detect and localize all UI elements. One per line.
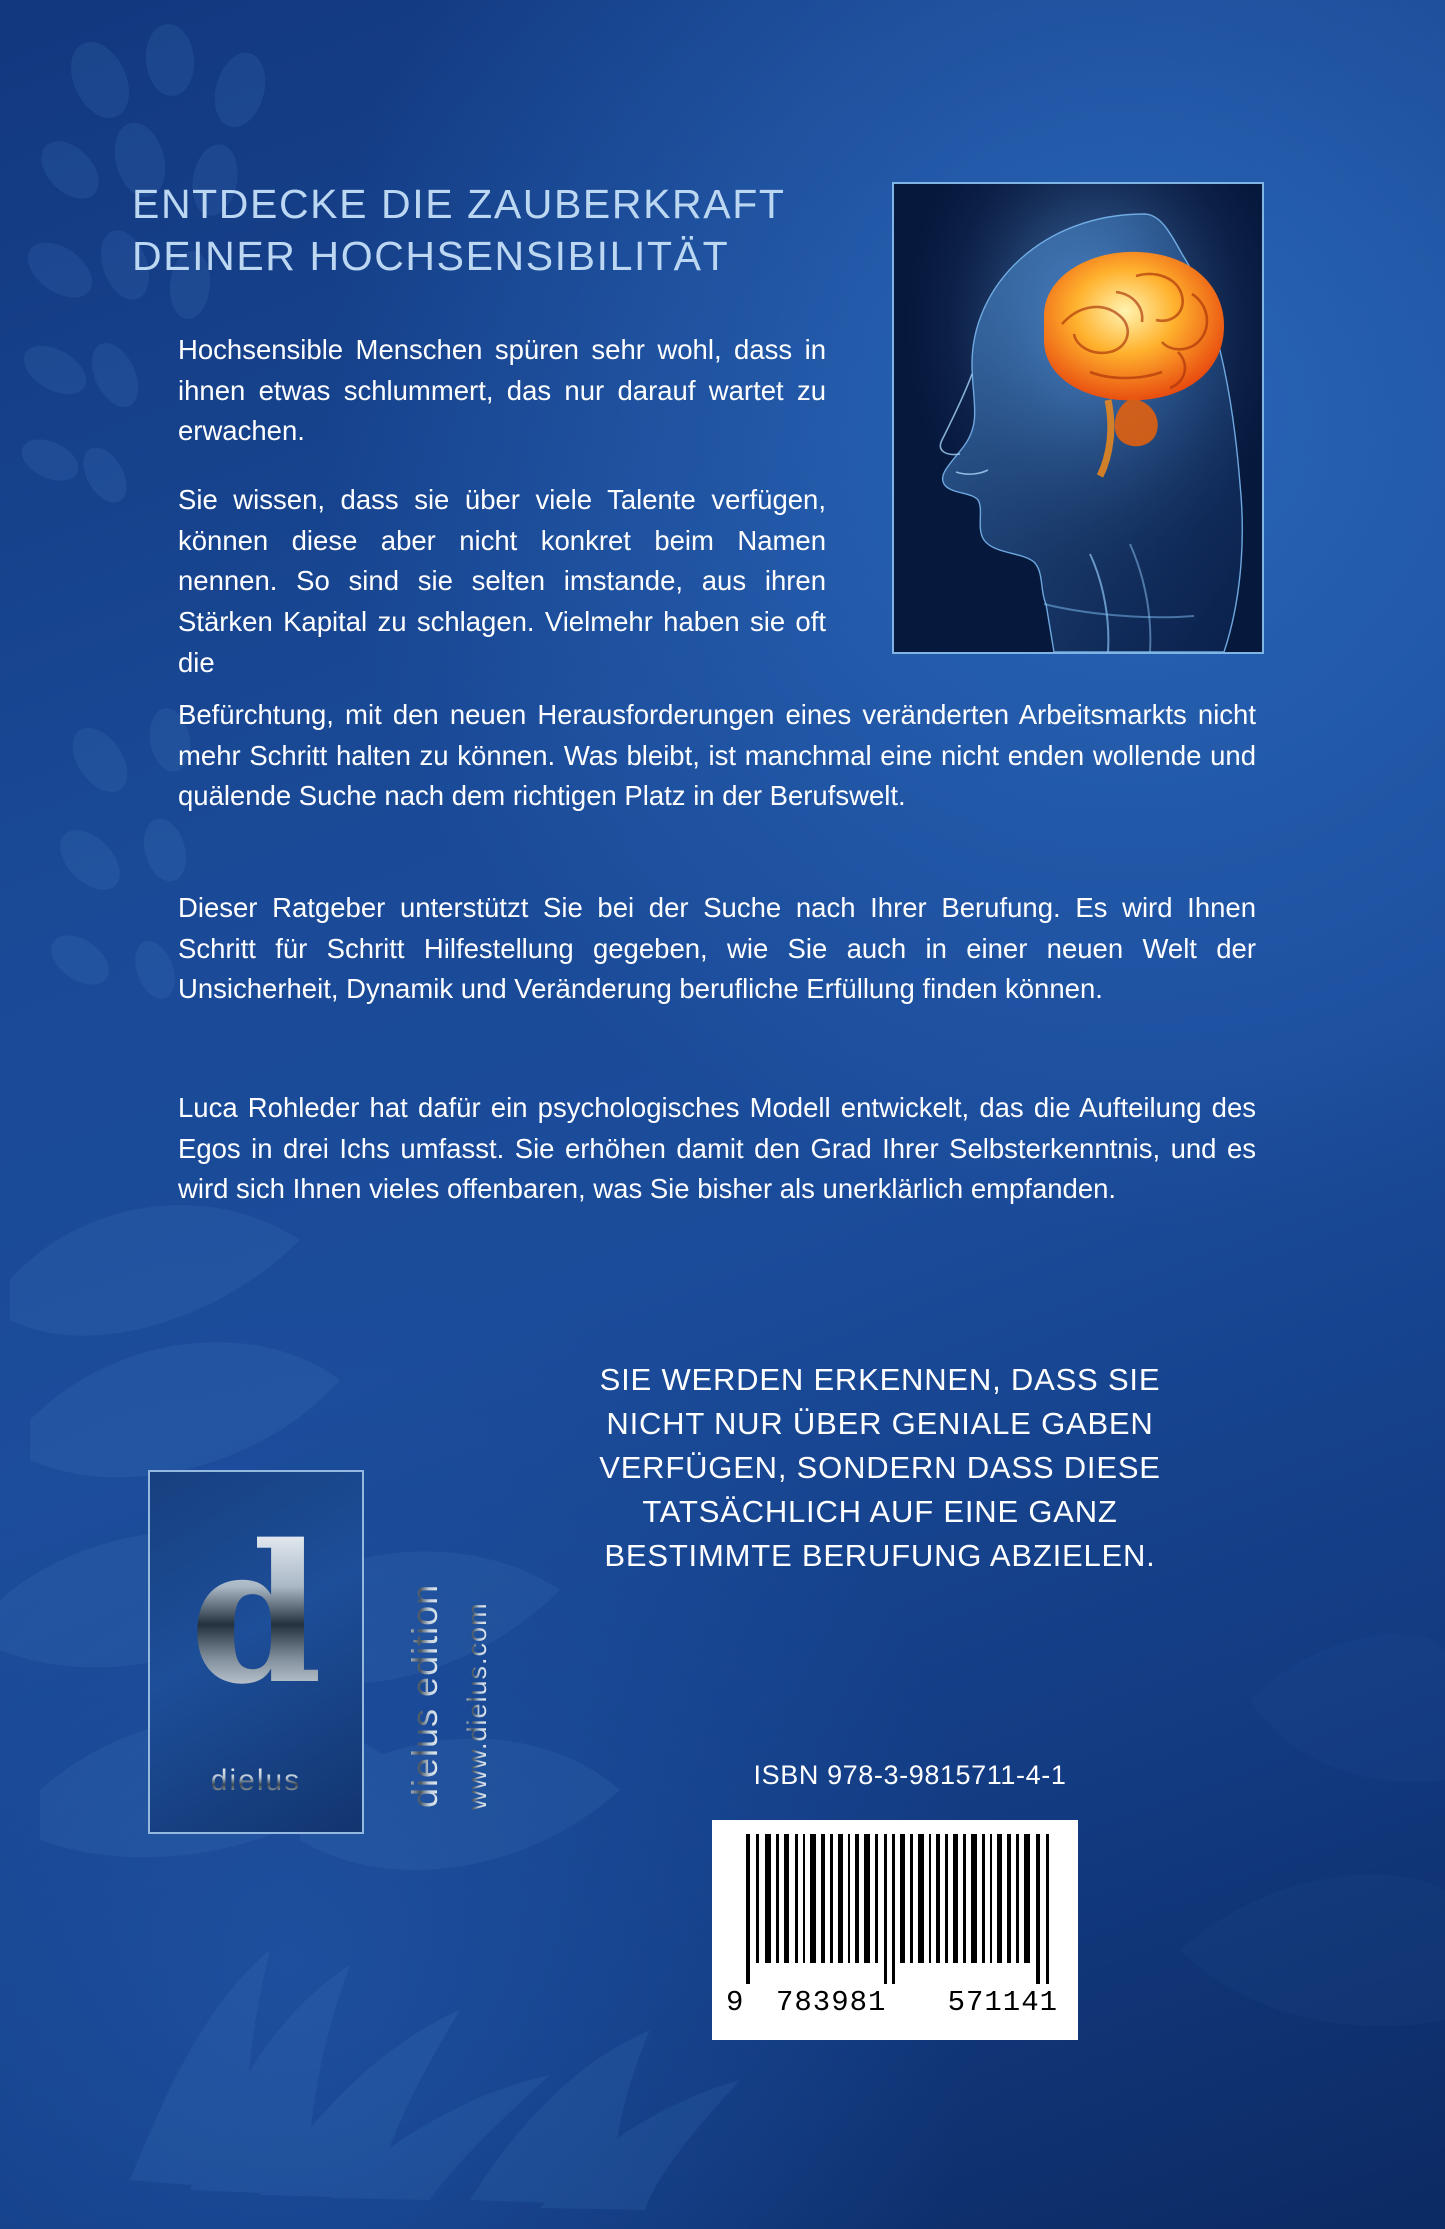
paragraph-3: Befürchtung, mit den neuen Herausforderungen eines veränderten Arbeitsmarkts nicht mehr Schritt halten zu können. Was bleibt, ist manchmal eine nicht enden wollende und quälende Suche nach dem richtigen Platz in der Berufswelt. bbox=[178, 699, 1256, 812]
barcode-bars bbox=[724, 1834, 1066, 1984]
paragraph-1: Hochsensible Menschen spüren sehr wohl, dass in ihnen etwas schlummert, das nur darauf wartet zu erwachen. bbox=[178, 334, 826, 447]
publisher-name: dielus bbox=[150, 1764, 362, 1798]
cover-headline: ENTDECKE DIE ZAUBERKRAFT DEINER HOCHSENSIBILITÄT bbox=[132, 181, 785, 280]
isbn-text: ISBN 978-3-9815711-4-1 bbox=[753, 1760, 1067, 1790]
brain-illustration bbox=[892, 182, 1264, 654]
publisher-logo bbox=[148, 1470, 364, 1834]
publisher-monogram: d bbox=[150, 1520, 362, 1710]
isbn-barcode bbox=[712, 1820, 1078, 2040]
brain-xray-svg bbox=[894, 184, 1262, 652]
publisher-imprint: dielus edition bbox=[404, 1478, 446, 1808]
paragraph-2: Sie wissen, dass sie über viele Talente verfügen, können diese aber nicht konkret beim Namen nennen. So sind sie selten imstande, aus ihren Stärken Kapital zu schlagen. Vielmehr haben sie oft die bbox=[178, 484, 826, 678]
callout-text: SIE WERDEN ERKENNEN, DASS SIE NICHT NUR ÜBER GENIALE GABEN VERFÜGEN, SONDERN DASS DIESE TATSÄCHLICH AUF EINE GANZ BESTIMMTE BERUFUNG ABZIELEN. bbox=[599, 1362, 1161, 1574]
paragraph-4: Dieser Ratgeber unterstützt Sie bei der Suche nach Ihrer Berufung. Es wird Ihnen Schritt für Schritt Hilfestellung gegeben, wie Sie auch in einer neuen Welt der Unsicherheit, Dynamik und Veränderung berufliche Erfüllung finden können. bbox=[178, 892, 1256, 1005]
barcode-group-1: 783981 bbox=[776, 1986, 887, 2019]
barcode-left-digit: 9 bbox=[726, 1986, 745, 2019]
publisher-website: www.dielus.com bbox=[462, 1500, 493, 1810]
paragraph-5: Luca Rohleder hat dafür ein psychologisches Modell entwickelt, das die Aufteilung des Egos in drei Ichs umfasst. Sie erhöhen damit den Grad Ihrer Selbsterkenntnis, und es wird sich Ihnen vieles offenbaren, was Sie bisher als unerklärlich empfanden. bbox=[178, 1092, 1256, 1205]
barcode-group-2: 571141 bbox=[947, 1986, 1058, 2019]
barcode-digits bbox=[724, 1984, 1066, 2024]
